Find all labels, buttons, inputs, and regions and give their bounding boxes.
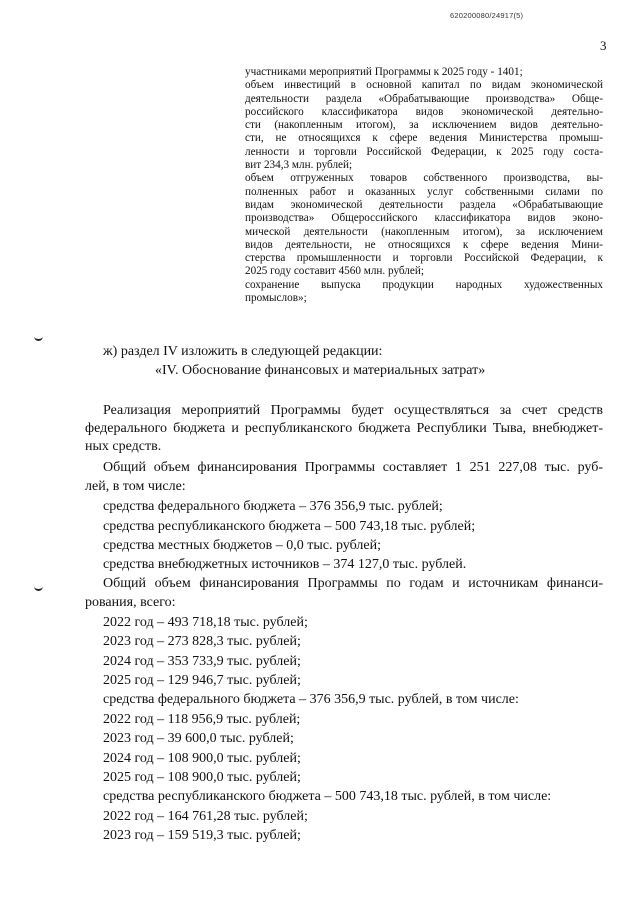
funding-source-extrabudget: средства внебюджетных источников – 374 127,0 тыс. рублей. xyxy=(103,557,467,572)
block-line: участниками мероприятий Программы к 2025 году - 1401; xyxy=(245,66,523,78)
block-line: ленности и торговли Российской Федерации, к 2025 году соста- xyxy=(245,145,603,158)
block-line: российского классификатора видов экономической деятельно- xyxy=(245,105,603,118)
paragraph-line: Общий объем финансирования Программы составляет 1 251 227,08 тыс. руб- xyxy=(103,460,603,475)
total-year-line: 2022 год – 493 718,18 тыс. рублей; xyxy=(103,615,308,630)
paragraph-line: федерального бюджета и республиканского бюджета Республики Тыва, внебюджет- xyxy=(85,421,603,436)
block-line: деятельности раздела «Обрабатывающие производства» Обще- xyxy=(245,92,603,105)
federal-year-line: 2024 год – 108 900,0 тыс. рублей; xyxy=(103,751,301,766)
total-year-line: 2025 год – 129 946,7 тыс. рублей; xyxy=(103,673,301,688)
federal-year-line: 2025 год – 108 900,0 тыс. рублей; xyxy=(103,770,301,785)
total-year-line: 2024 год – 353 733,9 тыс. рублей; xyxy=(103,654,301,669)
funding-source-federal: средства федерального бюджета – 376 356,9 тыс. рублей; xyxy=(103,499,443,514)
federal-year-line: 2023 год – 39 600,0 тыс. рублей; xyxy=(103,731,294,746)
block-line: сти (накопленным итогом), за исключением видов деятельно- xyxy=(245,119,603,132)
scan-mark-top xyxy=(34,334,43,341)
section-intro: ж) раздел IV изложить в следующей редакции: xyxy=(103,344,383,359)
funding-source-republic: средства республиканского бюджета – 500 743,18 тыс. рублей; xyxy=(103,519,476,534)
block-line: стерства промышленности и торговли Российской Федерации, к xyxy=(245,252,603,265)
paragraph-line: Общий объем финансирования Программы по годам и источникам финанси- xyxy=(103,576,603,591)
document-code: 620200080/24917(5) xyxy=(450,11,524,20)
total-year-line: 2023 год – 273 828,3 тыс. рублей; xyxy=(103,634,301,649)
block-line: сохранение выпуска продукции народных художественных xyxy=(245,278,603,291)
block-line: объем отгруженных товаров собственного производства, вы- xyxy=(245,172,603,185)
paragraph-line: рования, всего: xyxy=(85,595,176,610)
block-line: промыслов»; xyxy=(245,292,307,305)
paragraph-line: Реализация мероприятий Программы будет осуществляться за счет средств xyxy=(103,403,603,418)
block-line: полненных работ и оказанных услуг собственными силами по xyxy=(245,185,603,198)
block-line: видов деятельности, не относящихся к сфере ведения Мини- xyxy=(245,238,603,251)
federal-budget-heading: средства федерального бюджета – 376 356,9 тыс. рублей, в том числе: xyxy=(103,692,519,707)
block-line: производства» Общероссийского классификатора видов эконо- xyxy=(245,212,603,225)
republic-budget-heading: средства республиканского бюджета – 500 743,18 тыс. рублей, в том числе: xyxy=(103,789,552,804)
block-line: видам экономической деятельности раздела «Обрабатывающие xyxy=(245,198,603,211)
paragraph-line: лей, в том числе: xyxy=(85,479,186,494)
funding-source-local: средства местных бюджетов – 0,0 тыс. рублей; xyxy=(103,538,381,553)
block-line: сти, не относящихся к сфере ведения Министерства промыш- xyxy=(245,132,603,145)
block-line: мической деятельности (накопленным итогом), за исключением xyxy=(245,225,603,238)
federal-year-line: 2022 год – 118 956,9 тыс. рублей; xyxy=(103,712,301,727)
block-line: вит 234,3 млн. рублей; xyxy=(245,159,353,172)
paragraph-line: ных средств. xyxy=(85,439,162,454)
republic-year-line: 2022 год – 164 761,28 тыс. рублей; xyxy=(103,809,308,824)
program-indicators-block xyxy=(245,66,603,305)
republic-year-line: 2023 год – 159 519,3 тыс. рублей; xyxy=(103,828,301,843)
page-number: 3 xyxy=(600,38,607,53)
scan-mark-bottom xyxy=(34,584,43,591)
section-title: «IV. Обоснование финансовых и материальных затрат» xyxy=(155,363,486,378)
block-line: объем инвестиций в основной капитал по видам экономической xyxy=(245,79,603,92)
block-line: 2025 году составит 4560 млн. рублей; xyxy=(245,265,424,278)
